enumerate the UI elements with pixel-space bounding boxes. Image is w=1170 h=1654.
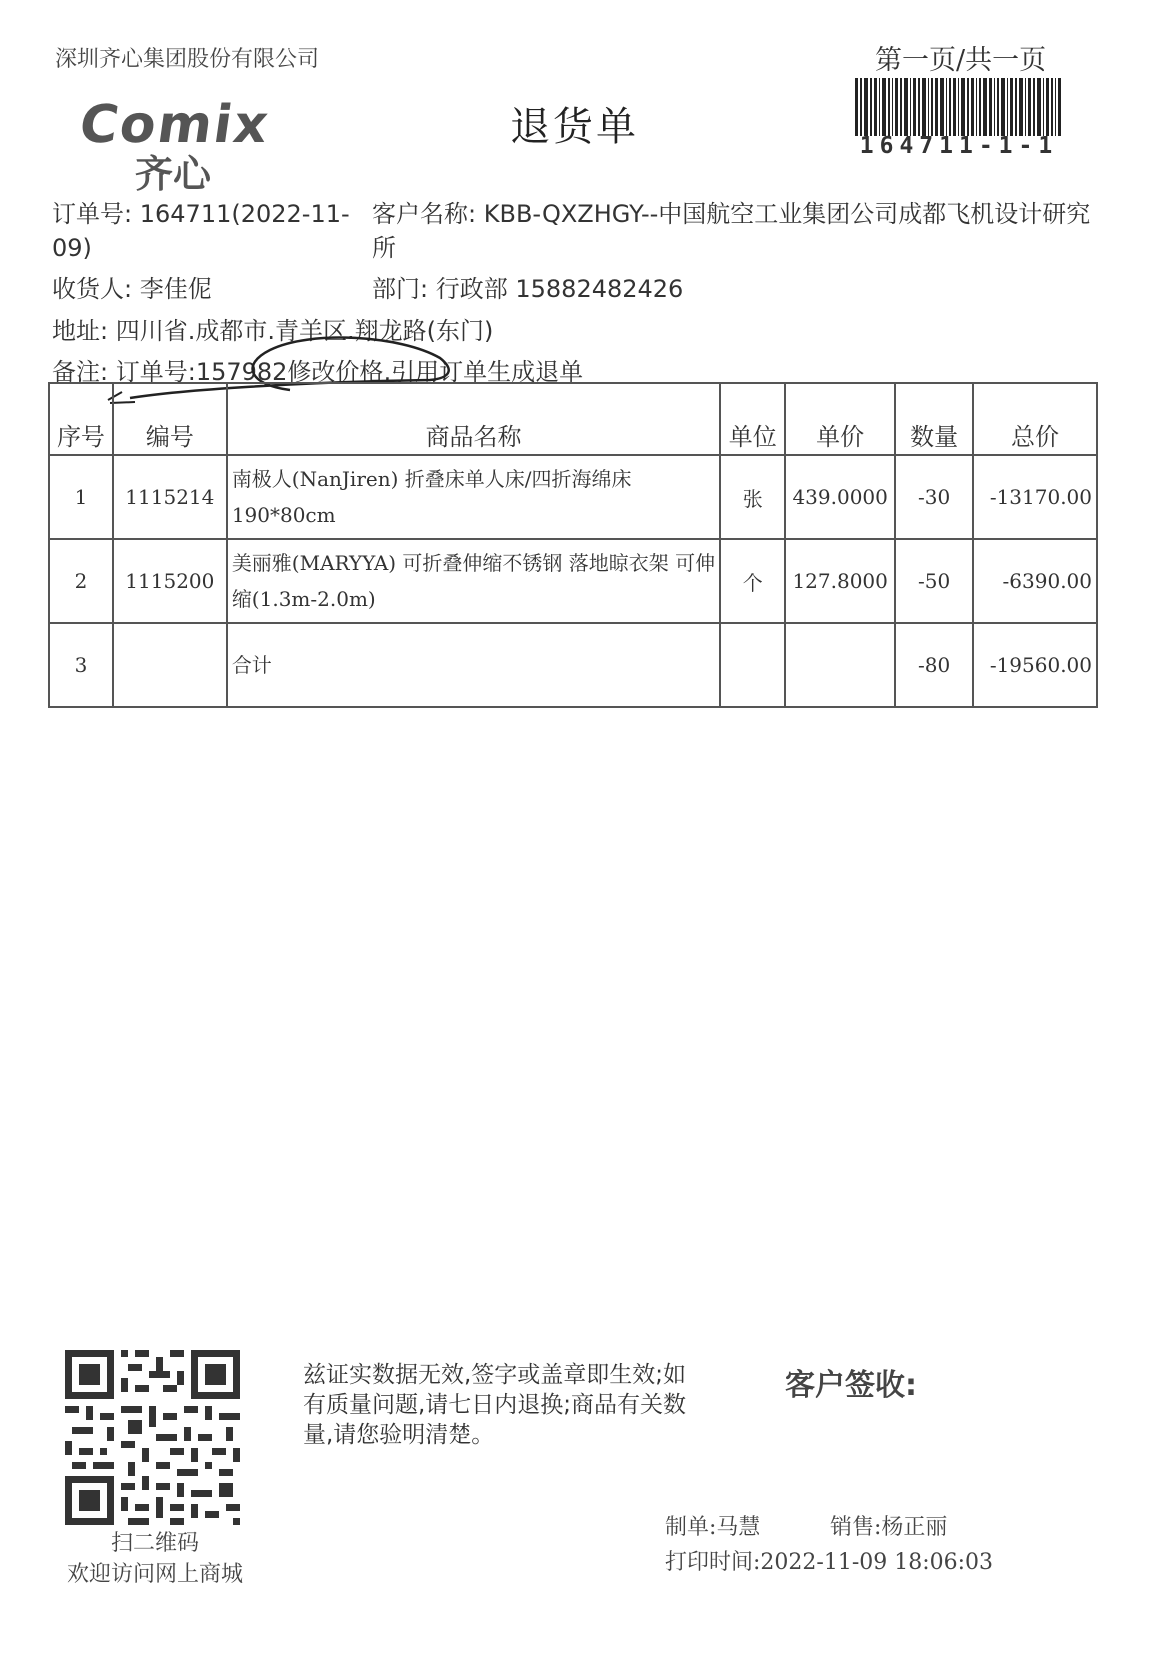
notice-text: 兹证实数据无效,签字或盖章即生效;如有质量问题,请七日内退换;商品有关数量,请您验明清楚。 [303, 1362, 687, 1448]
remark-value: 订单号:157982修改价格,引用订单生成退单 [115, 358, 584, 386]
address-value: 四川省.成都市.青羊区.翔龙路(东门) [115, 317, 494, 345]
print-time: 打印时间:2022-11-09 18:06:03 [665, 1550, 994, 1575]
col-header-unit: 单位 [720, 383, 785, 455]
customer-name-field [372, 197, 1092, 265]
address-label: 地址: [52, 317, 109, 345]
col-header-unit-price: 单价 [785, 383, 895, 455]
qr-caption [50, 1528, 260, 1590]
col-header-no: 序号 [49, 383, 113, 455]
row-total: -19560.00 [973, 623, 1097, 707]
row-product-name: 合计 [227, 623, 721, 707]
department-field [372, 272, 683, 306]
col-header-product-name: 商品名称 [227, 383, 721, 455]
row-no: 2 [49, 539, 113, 623]
document-title: 退货单 [510, 104, 639, 150]
department-value: 行政部 15882482426 [435, 275, 684, 303]
department-label: 部门: [372, 275, 429, 303]
row-no: 3 [49, 623, 113, 707]
col-header-quantity: 数量 [895, 383, 973, 455]
row-no: 1 [49, 455, 113, 539]
table-header-row [49, 383, 1097, 455]
row-quantity: -30 [895, 455, 973, 539]
receiver-value: 李佳伲 [139, 275, 212, 303]
customer-name-value: KBB-QXZHGY--中国航空工业集团公司成都飞机设计研究所 [372, 200, 1091, 262]
receiver-field [52, 272, 212, 306]
row-unit-price [785, 623, 895, 707]
row-unit: 张 [720, 455, 785, 539]
company-name: 深圳齐心集团股份有限公司 [55, 47, 320, 72]
row-code: 1115214 [113, 455, 227, 539]
customer-name-label: 客户名称: [372, 200, 477, 228]
barcode-image [855, 78, 1063, 136]
barcode-number: 164711-1-1 [859, 133, 1059, 159]
row-unit-price: 439.0000 [785, 455, 895, 539]
items-table [48, 382, 1098, 708]
qr-caption-line1: 扫二维码 [110, 1531, 199, 1556]
row-code: 1115200 [113, 539, 227, 623]
col-header-total: 总价 [973, 383, 1097, 455]
comix-logo [75, 95, 310, 196]
sales-info: 销售:杨正丽 [830, 1515, 948, 1540]
order-number-field [52, 197, 352, 265]
table-row-total [49, 623, 1097, 707]
receiver-label: 收货人: [52, 275, 133, 303]
logo-text-cn: 齐心 [135, 152, 212, 196]
customer-signature-label: 客户签收: [785, 1368, 917, 1403]
page-info: 第一页/共一页 [875, 45, 1047, 76]
row-product-name: 南极人(NanJiren) 折叠床单人床/四折海绵床190*80cm [227, 455, 721, 539]
maker-info: 制单:马慧 [665, 1515, 761, 1540]
row-code [113, 623, 227, 707]
row-total: -6390.00 [973, 539, 1097, 623]
order-number-label: 订单号: [52, 200, 133, 228]
row-unit: 个 [720, 539, 785, 623]
remark-label: 备注: [52, 358, 109, 386]
logo-text-en: Comix [75, 95, 274, 155]
row-product-name: 美丽雅(MARYYA) 可折叠伸缩不锈钢 落地晾衣架 可伸缩(1.3m-2.0m) [227, 539, 721, 623]
order-number-value: 164711(2022-11-09) [52, 200, 350, 262]
table-row [49, 539, 1097, 623]
qr-code-image [65, 1350, 240, 1525]
row-total: -13170.00 [973, 455, 1097, 539]
row-quantity: -50 [895, 539, 973, 623]
table-row [49, 455, 1097, 539]
qr-caption-line2: 欢迎访问网上商城 [66, 1562, 243, 1587]
row-unit-price: 127.8000 [785, 539, 895, 623]
row-unit [720, 623, 785, 707]
row-quantity: -80 [895, 623, 973, 707]
col-header-code: 编号 [113, 383, 227, 455]
